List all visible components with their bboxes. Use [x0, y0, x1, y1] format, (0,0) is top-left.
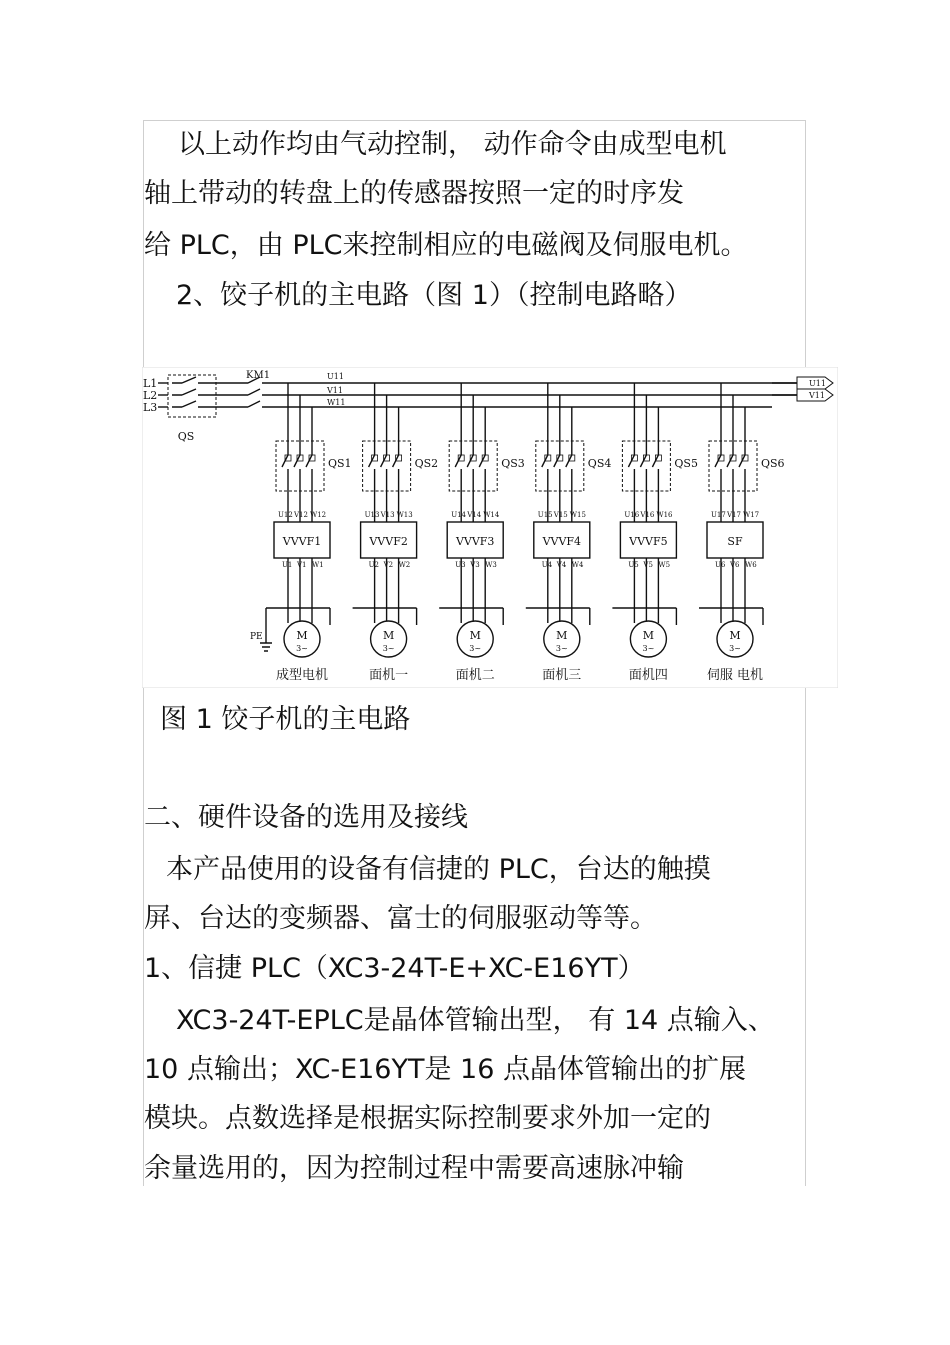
- drive-input-label: U15: [537, 511, 553, 519]
- paragraph-line: 模块。点数选择是根据实际控制要求外加一定的: [144, 1103, 711, 1134]
- branch-switch-label: QS2: [414, 457, 439, 470]
- drive-input-label: U14: [451, 511, 467, 519]
- motor-phase: 3~: [642, 644, 655, 653]
- paragraph-line: 本产品使用的设备有信捷的 PLC，台达的触摸: [166, 854, 711, 885]
- figure-caption: 图 1 饺子机的主电路: [160, 704, 411, 735]
- phase-label: L1: [143, 377, 158, 390]
- motor-phase: 3~: [729, 644, 741, 653]
- drive-input-label: V14: [467, 511, 482, 519]
- phase-label: L3: [143, 401, 158, 414]
- drive-input-label: U17: [711, 511, 726, 519]
- contactor-label: KM1: [246, 370, 271, 381]
- drive-output-label: W1: [312, 561, 324, 569]
- drive-output-label: U5: [628, 561, 639, 569]
- drive-input-label: W16: [656, 511, 673, 519]
- subsection-heading: 1、信捷 PLC（XC3-24T-E+XC-E16YT）: [144, 953, 645, 984]
- motor-letter: M: [382, 629, 395, 642]
- motor-phase: 3~: [469, 644, 482, 653]
- drive-input-label: U16: [624, 511, 640, 519]
- drive-output-label: W5: [658, 561, 671, 569]
- branch-switch-label: QS6: [761, 457, 785, 470]
- drive-label: SF: [727, 535, 743, 548]
- main-switch-label: QS: [177, 430, 195, 443]
- phase-label: L2: [143, 389, 158, 402]
- drive-input-label: W15: [569, 511, 586, 519]
- drive-output-label: U3: [455, 561, 466, 569]
- drive-input-label: U13: [364, 511, 380, 519]
- motor-label: 面机三: [542, 668, 582, 683]
- pe-label: PE: [250, 632, 263, 642]
- paragraph-line: 2、饺子机的主电路（图 1）（控制电路略）: [176, 280, 692, 311]
- drive-output-label: U6: [715, 561, 726, 569]
- motor-label: 面机二: [455, 668, 495, 683]
- motor-letter: M: [556, 629, 568, 642]
- drive-label: VVVF4: [542, 535, 582, 548]
- drive-label: VVVF2: [369, 535, 408, 548]
- motor-letter: M: [729, 629, 741, 642]
- motor-phase: 3~: [555, 644, 568, 653]
- bus-label: U11: [327, 372, 344, 381]
- drive-output-label: V3: [470, 561, 480, 569]
- drive-input-label: U12: [278, 511, 293, 519]
- drive-input-label: W14: [483, 511, 500, 519]
- drive-input-label: W12: [310, 511, 327, 519]
- drive-input-label: V12: [294, 511, 308, 519]
- drive-input-label: V15: [553, 511, 568, 519]
- drive-output-label: W4: [571, 561, 584, 569]
- drive-output-label: U1: [282, 561, 293, 569]
- branch-switch-label: QS3: [501, 457, 525, 470]
- motor-letter: M: [469, 629, 481, 642]
- drive-input-label: W13: [396, 511, 413, 519]
- drive-output-label: W3: [485, 561, 497, 569]
- paragraph-line: 以上动作均由气动控制， 动作命令由成型电机: [178, 129, 727, 160]
- drive-output-label: V4: [556, 561, 567, 569]
- branch-switch-label: QS5: [674, 457, 698, 470]
- drive-output-label: U4: [541, 561, 553, 569]
- branch-switch-label: QS1: [328, 457, 352, 470]
- output-label: U11: [809, 379, 826, 388]
- drive-output-label: V6: [730, 561, 740, 569]
- drive-output-label: W6: [745, 561, 757, 569]
- motor-label: 面机四: [628, 668, 668, 683]
- motor-letter: M: [296, 629, 308, 642]
- motor-letter: M: [642, 629, 655, 642]
- motor-phase: 3~: [382, 644, 395, 653]
- paragraph-line: 屏、台达的变频器、富士的伺服驱动等等。: [144, 903, 657, 934]
- branch-switch-label: QS4: [587, 457, 612, 470]
- bus-label: V11: [327, 386, 343, 395]
- drive-input-label: V17: [727, 511, 741, 519]
- paragraph-line: 10 点输出；XC-E16YT是 16 点晶体管输出的扩展: [144, 1054, 746, 1085]
- drive-output-label: V2: [383, 561, 394, 569]
- drive-label: VVVF1: [282, 535, 322, 548]
- drive-label: VVVF5: [629, 535, 668, 548]
- drive-output-label: V1: [297, 561, 307, 569]
- output-label: V11: [809, 391, 825, 400]
- drive-label: VVVF3: [455, 535, 495, 548]
- bus-label: W11: [327, 398, 346, 407]
- motor-label: 伺服 电机: [706, 668, 764, 683]
- paragraph-line: 轴上带动的转盘上的传感器按照一定的时序发: [144, 178, 684, 209]
- drive-output-label: U2: [368, 561, 379, 569]
- drive-input-label: V13: [380, 511, 395, 519]
- paragraph-line: 给 PLC，由 PLC来控制相应的电磁阀及伺服电机。: [144, 230, 748, 261]
- motor-phase: 3~: [296, 644, 308, 653]
- drive-output-label: W2: [398, 561, 411, 569]
- motor-label: 面机一: [369, 668, 409, 683]
- drive-output-label: V5: [643, 561, 653, 569]
- main-circuit-diagram: [142, 367, 838, 688]
- drive-input-label: W17: [743, 511, 760, 519]
- drive-input-label: V16: [640, 511, 655, 519]
- paragraph-line: XC3-24T-EPLC是晶体管输出型， 有 14 点输入、: [176, 1005, 775, 1036]
- section-heading: 二、硬件设备的选用及接线: [144, 802, 468, 833]
- motor-label: 成型电机: [275, 668, 329, 683]
- paragraph-line: 余量选用的，因为控制过程中需要高速脉冲输: [144, 1153, 684, 1184]
